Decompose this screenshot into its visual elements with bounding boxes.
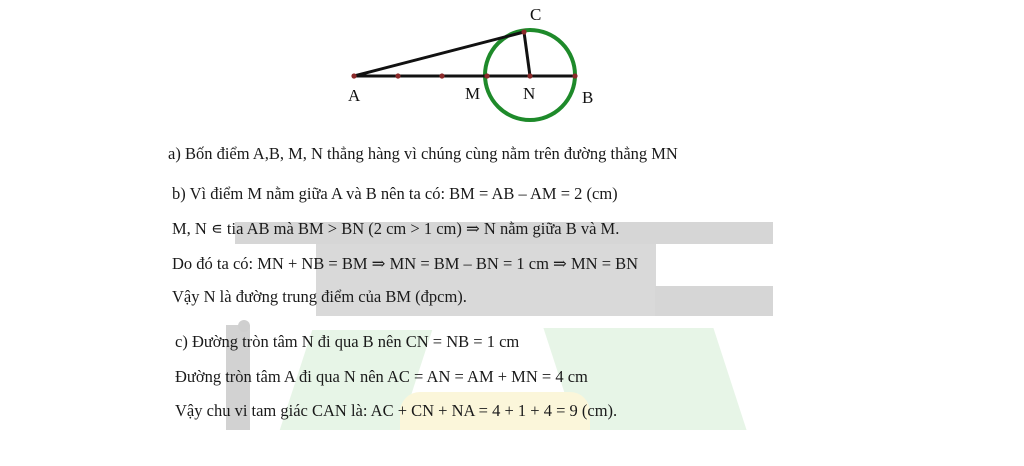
point-tick-2 [439, 73, 444, 78]
segment-cn [524, 32, 530, 76]
part-a-text: a) Bốn điểm A,B, M, N thẳng hàng vì chúng cùng nằm trên đường thẳng MN [168, 144, 678, 163]
point-tick-1 [395, 73, 400, 78]
label-a: A [348, 86, 361, 105]
label-m: M [465, 84, 481, 103]
label-c: C [530, 5, 542, 24]
part-b-line-3: Do đó ta có: MN + NB = BM ⇒ MN = BM – BN = 1 cm ⇒ MN = BN [172, 254, 639, 273]
point-b [572, 73, 577, 78]
part-b-line-4: Vậy N là đường trung điểm của BM (đpcm). [172, 287, 467, 306]
point-a [351, 73, 356, 78]
label-b: B [582, 88, 594, 107]
part-c-line-3: Vậy chu vi tam giác CAN là: AC + CN + NA = 4 + 1 + 4 = 9 (cm). [175, 401, 618, 420]
label-n: N [523, 84, 536, 103]
part-b-line-2: M, N ∊ tia AB mà BM > BN (2 cm > 1 cm) ⇒ N nằm giữa B và M. [172, 219, 620, 238]
part-b-line-1: b) Vì điểm M nằm giữa A và B nên ta có: BM = AB – AM = 2 (cm) [172, 184, 618, 203]
point-c [521, 29, 526, 34]
part-c-line-1: c) Đường tròn tâm N đi qua B nên CN = NB = 1 cm [175, 332, 520, 351]
watermark-gray-knob [238, 320, 250, 332]
watermark-gray-arm [655, 286, 773, 316]
point-m [484, 73, 489, 78]
part-c-line-2: Đường tròn tâm A đi qua N nên AC = AN = AM + MN = 4 cm [175, 367, 588, 386]
segment-ac [354, 32, 524, 76]
point-n [527, 73, 532, 78]
geometry-figure [0, 0, 1024, 130]
